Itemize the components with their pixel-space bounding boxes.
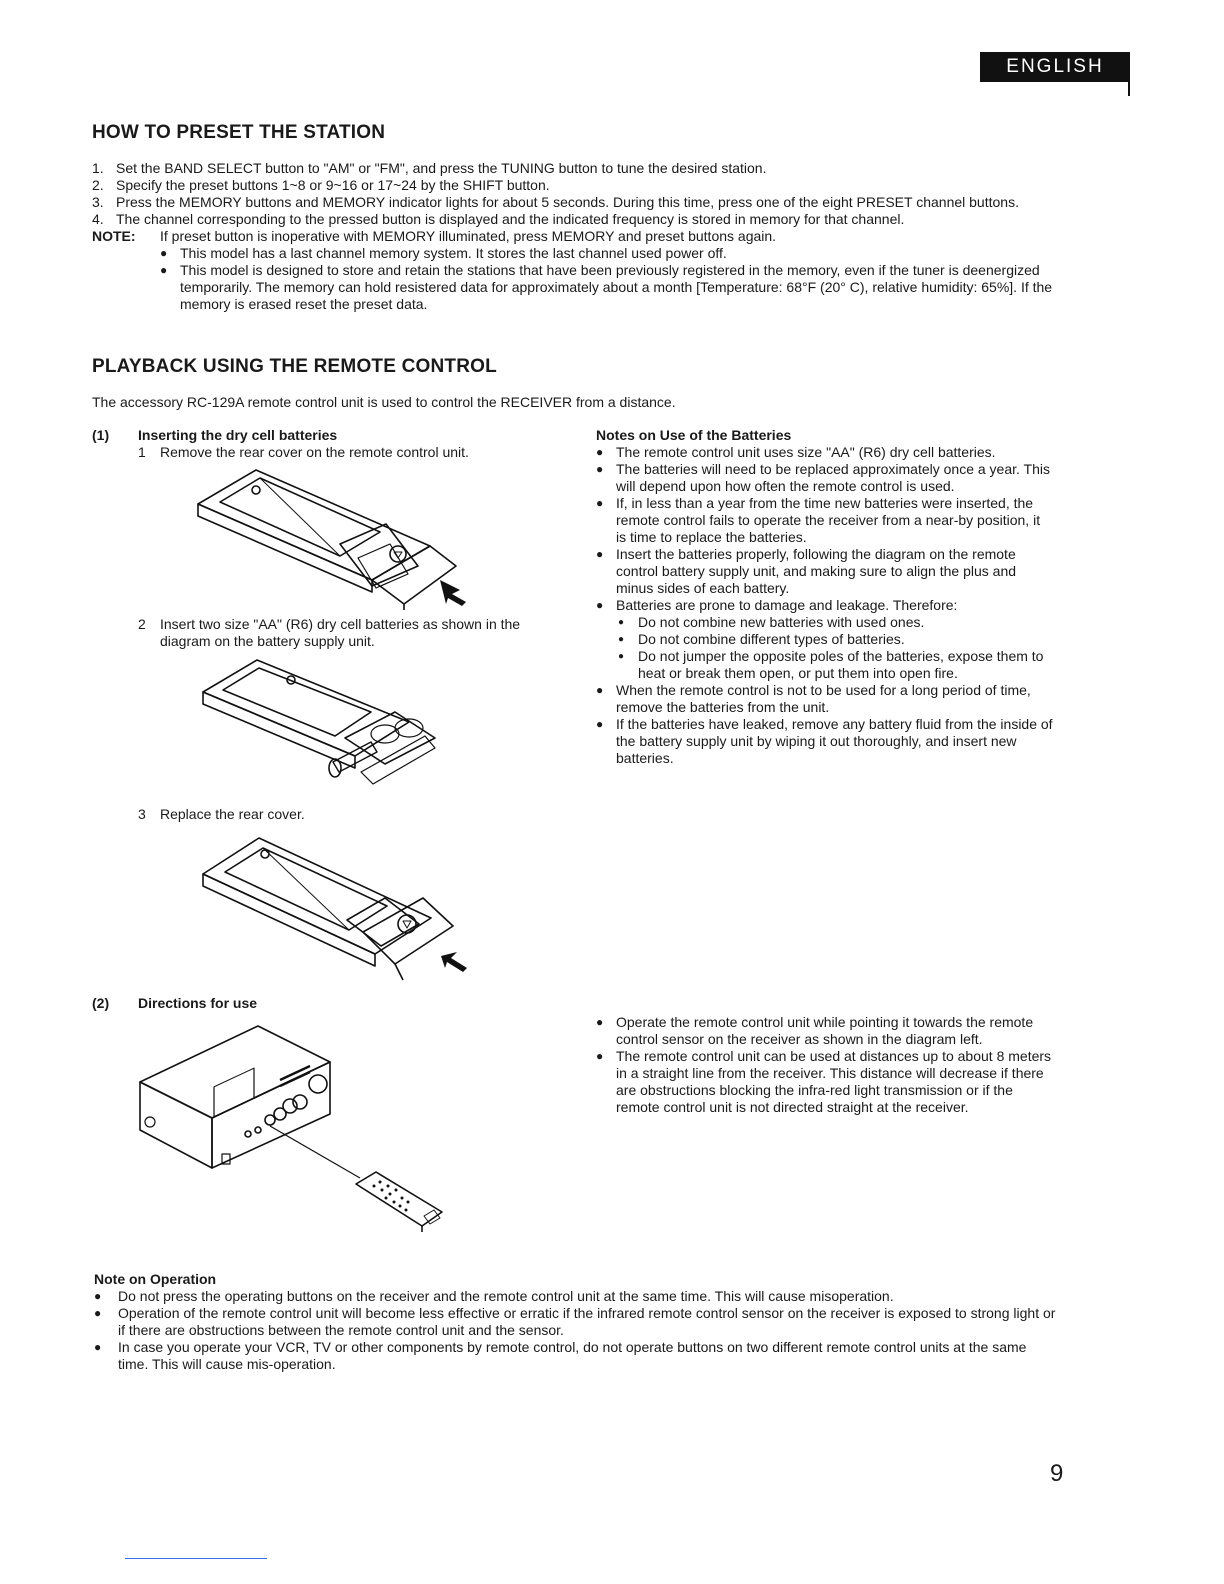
list-item-text: Do not combine different types of batteries. [638, 631, 905, 647]
playback-intro: The accessory RC-129A remote control unit is used to control the RECEIVER from a distance. [92, 394, 676, 410]
step-number: 2 [138, 616, 146, 632]
bullet-icon: ● [94, 1306, 102, 1320]
list-item [596, 461, 1054, 495]
list-item-text: Do not combine new batteries with used ones. [638, 614, 925, 630]
list-item [596, 495, 1054, 546]
receiver-remote-illustration [130, 1022, 450, 1237]
preset-step [92, 194, 1058, 211]
list-item [596, 1048, 1054, 1116]
section-number: (1) [92, 427, 110, 443]
step-number: 1. [92, 160, 104, 176]
battery-insert-section [92, 427, 562, 461]
bullet-icon: ● [596, 445, 604, 459]
list-item-text: When the remote control is not to be used for a long period of time, remove the batteries from the unit. [616, 682, 1031, 715]
step-text: Insert two size "AA" (R6) dry cell batteries as shown in the diagram on the battery supply unit. [160, 616, 521, 649]
bullet-icon: ● [160, 263, 168, 277]
note-bullet-list [92, 245, 1058, 313]
directions-section-heading [92, 995, 392, 1012]
battery-insert-step2 [138, 616, 558, 650]
battery-insert-step3 [138, 806, 558, 823]
remote-cover-removal-illustration [190, 462, 490, 612]
step-number: 3 [138, 806, 146, 822]
note-text: If preset button is inoperative with MEMORY illuminated, press MEMORY and preset buttons again. [160, 228, 777, 244]
list-item-text: The remote control unit can be used at distances up to about 8 meters in a straight line from the receiver. This distance will decrease if there are obstructions blocking the infra-red light transmission or if the remote control unit is not directed straight at the receiver. [616, 1048, 1052, 1115]
language-tab: ENGLISH [980, 52, 1130, 82]
step-text: Specify the preset buttons 1~8 or 9~16 or 17~24 by the SHIFT button. [116, 177, 550, 193]
step-number: 1 [138, 444, 146, 460]
list-item [618, 648, 1054, 682]
note-label: NOTE: [92, 228, 136, 244]
list-item [94, 1339, 1056, 1373]
list-item-text: The remote control unit uses size "AA" (R6) dry cell batteries. [616, 444, 996, 460]
list-item-text: If, in less than a year from the time new batteries were inserted, the remote control fails to operate the receiver from a near-by position, it is time to replace the batteries. [616, 495, 1041, 545]
directions-list [596, 1014, 1054, 1116]
list-item [596, 546, 1054, 597]
battery-notes [596, 427, 1054, 767]
preset-note [92, 228, 1058, 245]
page-number: 9 [1050, 1460, 1064, 1487]
list-item [160, 245, 1058, 262]
list-item [160, 262, 1058, 313]
playback-section-title: PLAYBACK USING THE REMOTE CONTROL [92, 356, 497, 377]
preset-step [92, 211, 1058, 228]
list-item [618, 614, 1054, 631]
operation-note-title: Note on Operation [94, 1271, 217, 1287]
list-item-text: Do not jumper the opposite poles of the batteries, expose them to heat or break them open, or put them into open fire. [638, 648, 1044, 681]
cover-replace-illustration [195, 828, 485, 988]
preset-steps [92, 160, 1058, 313]
section-heading: Inserting the dry cell batteries [138, 427, 338, 443]
step-text: Remove the rear cover on the remote control unit. [160, 444, 469, 460]
bullet-icon: ● [618, 634, 625, 645]
bullet-icon: ● [160, 246, 168, 260]
step-text: Press the MEMORY buttons and MEMORY indicator lights for about 5 seconds. During this time, press one of the eight PRESET channel buttons. [116, 194, 1019, 210]
list-item-text: In case you operate your VCR, TV or other components by remote control, do not operate buttons on two different remote control units at the same time. This will cause mis-operation. [118, 1339, 1027, 1372]
list-item-text: Operation of the remote control unit will become less effective or erratic if the infrared remote control sensor on the receiver is exposed to strong light or if there are obstructions between the remote control unit and the sensor. [118, 1305, 1056, 1338]
step-text: The channel corresponding to the pressed button is displayed and the indicated frequency is stored in memory for that channel. [116, 211, 905, 227]
list-item [94, 1288, 1056, 1305]
preset-step [92, 160, 1058, 177]
list-item [596, 444, 1054, 461]
bullet-icon: ● [618, 651, 625, 662]
list-item-text: This model has a last channel memory system. It stores the last channel used power off. [180, 245, 727, 261]
battery-subitems [596, 614, 1054, 682]
list-item-text: This model is designed to store and retain the stations that have been previously registered in the memory, even if the tuner is deenergized temporarily. The memory can hold resistered data for approximately about a month [Temperature: 68°F (20° C), relative humidity: 65%]. If the memory is erased reset the preset data. [180, 262, 1053, 312]
section-heading: Directions for use [138, 995, 258, 1011]
preset-section-title: HOW TO PRESET THE STATION [92, 122, 386, 143]
bullet-icon: ● [596, 462, 604, 476]
list-item [596, 682, 1054, 716]
list-item-text: The batteries will need to be replaced approximately once a year. This will depend upon how often the remote control is used. [616, 461, 1050, 494]
bullet-icon: ● [94, 1340, 102, 1354]
tab-tick-mark [1128, 80, 1130, 96]
list-item [94, 1305, 1056, 1339]
battery-insert-illustration [195, 652, 465, 792]
list-item-text: Do not press the operating buttons on the receiver and the remote control unit at the same time. This will cause misoperation. [118, 1288, 894, 1304]
bullet-icon: ● [596, 547, 604, 561]
list-item [618, 631, 1054, 648]
bullet-icon: ● [596, 496, 604, 510]
bullet-icon: ● [596, 598, 604, 612]
bullet-icon: ● [94, 1289, 102, 1303]
operation-note [94, 1271, 1056, 1373]
footer-rule [125, 1558, 267, 1559]
bullet-icon: ● [596, 683, 604, 697]
bullet-icon: ● [596, 1049, 604, 1063]
list-item-text: If the batteries have leaked, remove any battery fluid from the inside of the battery supply unit by wiping it out thoroughly, and insert new batteries. [616, 716, 1053, 766]
list-item-text: Batteries are prone to damage and leakage. Therefore: [616, 597, 958, 613]
bullet-icon: ● [596, 1015, 604, 1029]
step-number: 4. [92, 211, 104, 227]
section-number: (2) [92, 995, 110, 1011]
list-item-text: Insert the batteries properly, following the diagram on the remote control battery supply unit, and making sure to align the plus and minus sides of each battery. [616, 546, 1017, 596]
list-item [596, 1014, 1054, 1048]
list-item [596, 716, 1054, 767]
bullet-icon: ● [618, 617, 625, 628]
step-text: Set the BAND SELECT button to "AM" or "FM", and press the TUNING button to tune the desired station. [116, 160, 767, 176]
step-text: Replace the rear cover. [160, 806, 305, 822]
preset-step [92, 177, 1058, 194]
bullet-icon: ● [596, 717, 604, 731]
battery-notes-title: Notes on Use of the Batteries [596, 427, 792, 443]
list-item [596, 597, 1054, 614]
step-number: 3. [92, 194, 104, 210]
step-number: 2. [92, 177, 104, 193]
list-item-text: Operate the remote control unit while pointing it towards the remote control sensor on the receiver as shown in the diagram left. [616, 1014, 1034, 1047]
